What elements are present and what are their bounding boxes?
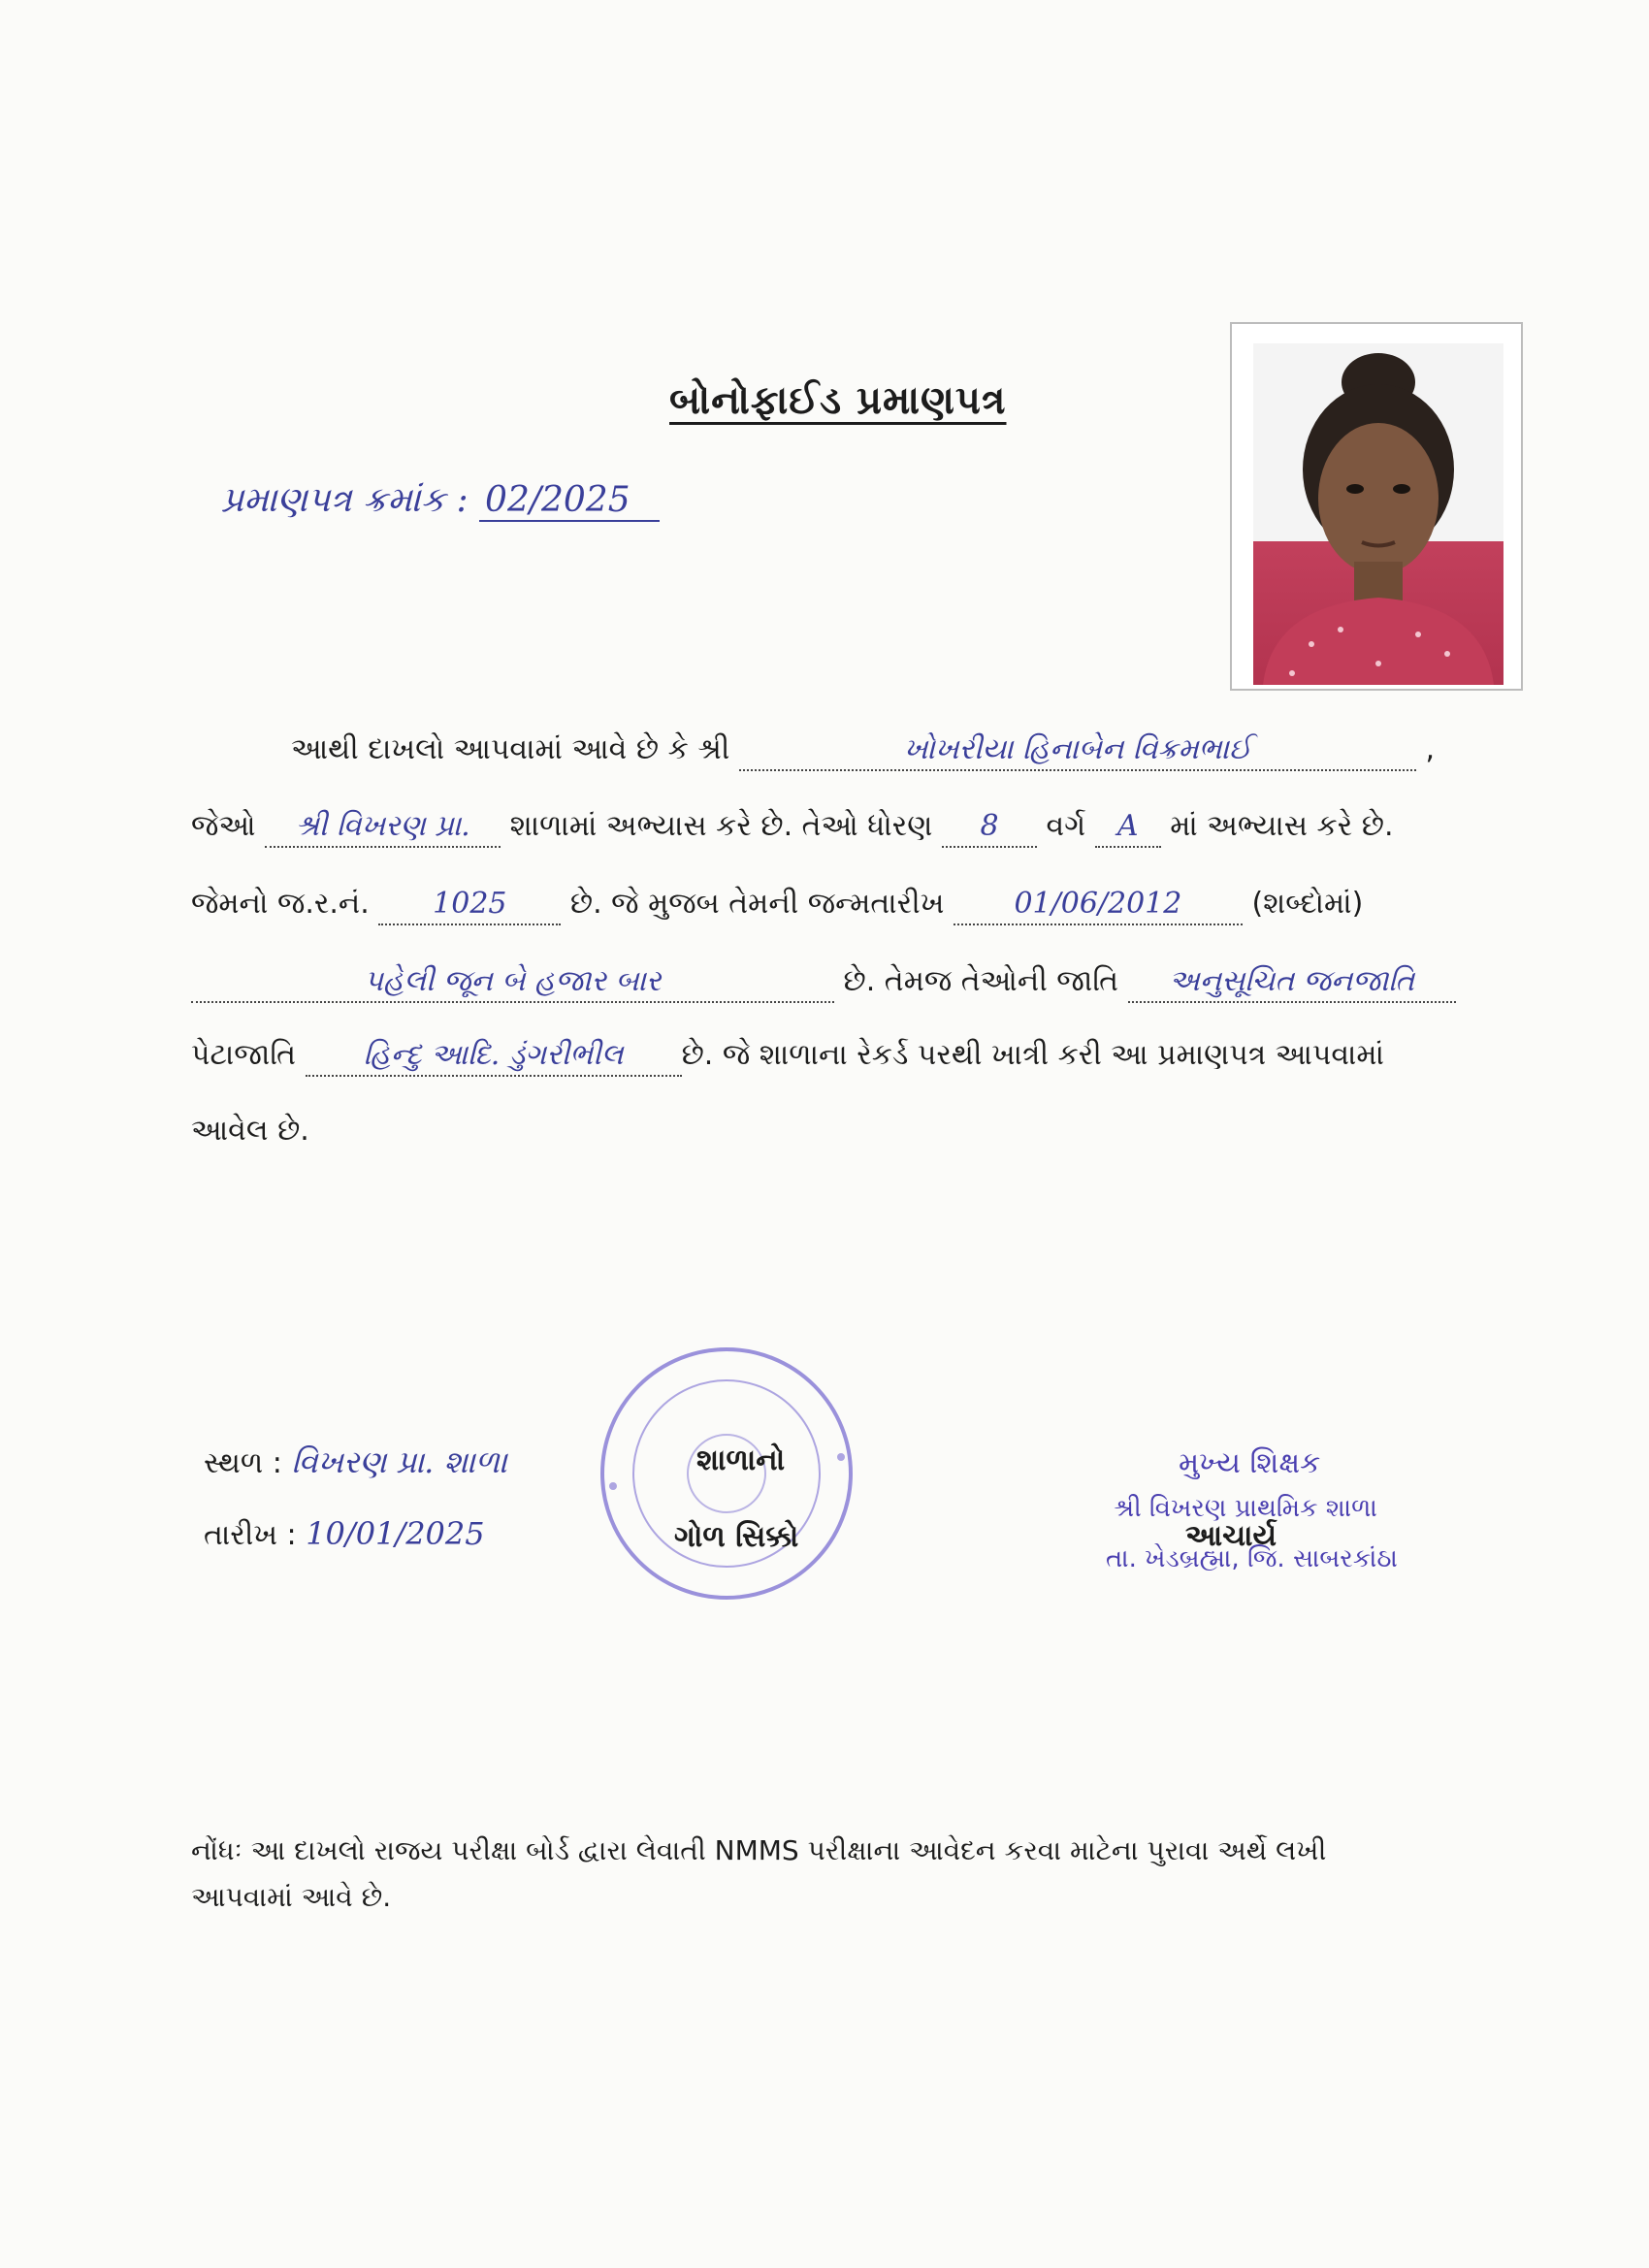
body-text-1-end: , — [1425, 732, 1436, 766]
standard-field — [942, 807, 1037, 848]
student-name: ખોખરીયા હિનાબેન વિક્રમભાઈ — [903, 732, 1252, 766]
body-text-5a: પેટાજાતિ — [191, 1038, 297, 1072]
dob-words-field — [191, 962, 834, 1003]
seal-label-2: ગોળ સિક્કો — [674, 1520, 799, 1554]
principal-title: મુખ્ય શિક્ષક — [1179, 1446, 1321, 1480]
body-line-2 — [191, 807, 1393, 848]
body-text-4: છે. તેમજ તેઓની જાતિ — [843, 964, 1119, 998]
school-name: શ્રી વિખરણ પ્રા. — [295, 809, 470, 843]
body-text-2b: શાળામાં અભ્યાસ કરે છે. તેઓ ધોરણ — [509, 809, 933, 843]
principal-school: શ્રી વિખરણ પ્રાથમિક શાળા — [1114, 1494, 1377, 1523]
body-text-2c: વર્ગ — [1046, 809, 1086, 843]
division-field — [1095, 807, 1161, 848]
dob-words: પહેલી જૂન બે હજાર બાર — [364, 964, 662, 998]
body-line-4 — [191, 962, 1456, 1003]
seal-label-1: શાળાનો — [696, 1443, 786, 1477]
caste-field — [1128, 962, 1456, 1003]
body-text-1: આથી દાખલો આપવામાં આવે છે કે શ્રી — [291, 732, 730, 766]
dob: 01/06/2012 — [1014, 887, 1182, 921]
subcaste: હિન્દુ આદિ. ડુંગરીભીલ — [363, 1038, 624, 1072]
gr-number: 1025 — [433, 887, 507, 921]
body-line-3 — [191, 885, 1363, 925]
place-value: વિખરણ પ્રા. શાળા — [291, 1443, 507, 1480]
student-name-field — [739, 730, 1416, 771]
date-label: તારીખ : — [204, 1518, 297, 1552]
body-line-1 — [291, 730, 1435, 771]
certificate-title: બોનોફાઈડ પ્રમાણપત્ર — [669, 378, 1007, 423]
place-row — [204, 1443, 507, 1481]
date-row — [204, 1515, 485, 1552]
principal-designation: આચાર્ય — [1185, 1519, 1277, 1553]
body-text-5b: છે. જે શાળાના રેકર્ડ પરથી ખાત્રી કરી આ પ્રમાણપત્ર આપવામાં — [681, 1038, 1384, 1072]
note-line-2: આપવામાં આવે છે. — [191, 1881, 392, 1913]
school-name-field — [265, 807, 501, 848]
principal-address: તા. ખેડબ્રહ્મા, જિ. સાબરકાંઠા — [1106, 1544, 1398, 1573]
date-value: 10/01/2025 — [306, 1515, 485, 1552]
caste: અનુસૂચિત જનજાતિ — [1169, 964, 1415, 998]
certificate-number-label: પ્રમાણપત્ર ક્રમાંક : — [221, 480, 469, 520]
subcaste-field — [306, 1036, 682, 1077]
student-photo-graphic — [1253, 343, 1504, 685]
gr-number-field — [378, 885, 561, 925]
body-line-6: આવેલ છે. — [191, 1114, 309, 1148]
student-photo — [1253, 343, 1504, 685]
note-line-1: નોંધઃ આ દાખલો રાજય પરીક્ષા બોર્ડ દ્વારા લેવાતી NMMS પરીક્ષાના આવેદન કરવા માટેના પુરાવા અર્થે લખી — [191, 1834, 1327, 1866]
standard: 8 — [980, 809, 999, 843]
certificate-number-value: 02/2025 — [479, 480, 660, 522]
body-text-3b: છે. જે મુજબ તેમની જન્મતારીખ — [569, 887, 945, 921]
division: A — [1116, 809, 1139, 843]
body-line-5 — [191, 1036, 1384, 1077]
place-label: સ્થળ : — [204, 1446, 282, 1480]
body-text-2d: માં અભ્યાસ કરે છે. — [1170, 809, 1394, 843]
body-text-3a: જેમનો જ.ર.નં. — [191, 887, 370, 921]
certificate-number — [221, 480, 660, 521]
body-text-3c: (શબ્દોમાં) — [1251, 887, 1364, 921]
dob-field — [954, 885, 1243, 925]
body-text-2a: જેઓ — [191, 809, 256, 843]
